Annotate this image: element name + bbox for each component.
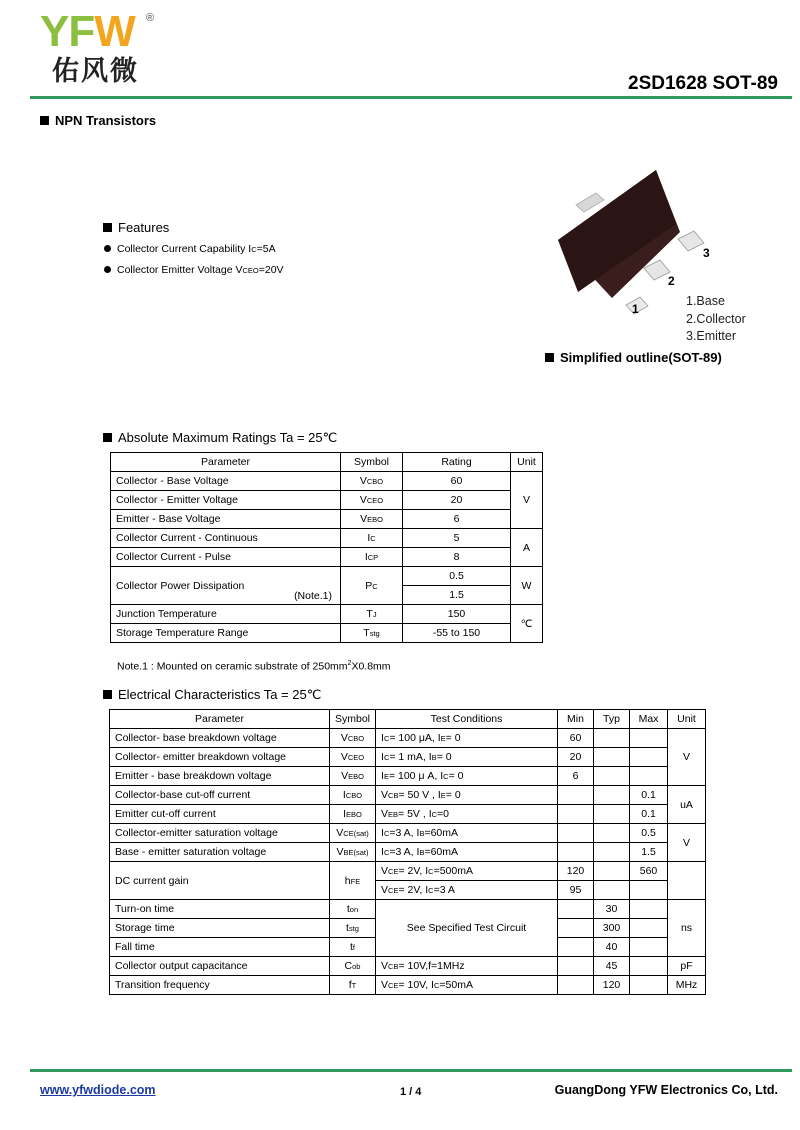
table-row: Emitter - Base Voltage VEBO 6 (111, 510, 543, 529)
package-tab (576, 193, 604, 212)
pin-label: 3.Emitter (686, 329, 737, 343)
table-row: Turn-on time ton See Specified Test Circuit 30 ns (110, 900, 706, 919)
pin-number-1: 1 (632, 302, 639, 316)
table-header-row: Parameter Symbol Test Conditions Min Typ Max Unit (110, 710, 706, 729)
square-bullet-icon (103, 690, 112, 699)
square-bullet-icon (103, 433, 112, 442)
pin-3-lead (678, 231, 704, 251)
table-row: Emitter cut-off current IEBO VEB= 5V , IC=0 0.1 (110, 805, 706, 824)
table-row: VCE= 2V, IC=3 A 95 (110, 881, 706, 900)
square-bullet-icon (40, 116, 49, 125)
table-row: Collector-emitter saturation voltage VCE(sat) IC=3 A, IB=60mA 0.5 V (110, 824, 706, 843)
feature-item: Collector Emitter Voltage VCEO=20V (104, 264, 284, 276)
page-number: 1 / 4 (400, 1086, 422, 1098)
table-row: Junction Temperature TJ 150 ℃ (111, 605, 543, 624)
logo-registered-mark: ® (146, 12, 155, 24)
table-row: Transition frequency fT VCE= 10V, IC=50mA 120 MHz (110, 976, 706, 995)
table-row: DC current gain hFE VCE= 2V, IC=500mA 120 560 (110, 862, 706, 881)
table-row: Collector - Emitter Voltage VCEO 20 (111, 491, 543, 510)
table-header-row (111, 453, 543, 472)
table-row: Fall time tf 40 (110, 938, 706, 957)
bullet-icon (104, 266, 111, 273)
elec-table (109, 709, 706, 995)
table-row: Collector Current - Pulse ICP 8 (111, 548, 543, 567)
part-title: 2SD1628 SOT-89 (628, 73, 778, 94)
note-ref: (Note.1) (294, 590, 332, 602)
table-row: Collector-base cut-off current ICBO VCB= 50 V , IE= 0 0.1 uA (110, 786, 706, 805)
website-link[interactable]: www.yfwdiode.com (40, 1083, 156, 1097)
table-row: Collector - Base Voltage VCBO 60 V (111, 472, 543, 491)
pin-list (686, 293, 746, 346)
pin-label: 1.Base (686, 294, 725, 308)
abs-max-title: Absolute Maximum Ratings Ta = 25℃ (103, 430, 337, 446)
header-cell: Unit (511, 453, 543, 472)
table-row: Collector- emitter breakdown voltage VCEO IC= 1 mA, IB= 0 20 (110, 748, 706, 767)
table-row: Collector Power Dissipation (Note.1) PC 0.5 W (111, 567, 543, 586)
bullet-icon (104, 245, 111, 252)
elec-title: Electrical Characteristics Ta = 25℃ (103, 687, 321, 703)
table-row: Collector Current - Continuous IC 5 A (111, 529, 543, 548)
abs-max-note: Note.1 : Mounted on ceramic substrate of $250mm^2X0.8mm$ (117, 660, 391, 673)
header-cell: Symbol (341, 453, 403, 472)
header-divider (30, 96, 792, 99)
pin-label: 2.Collector (686, 311, 746, 326)
table-row: Storage Temperature Range Tstg -55 to 150 (111, 624, 543, 643)
logo-chinese-name: 佑风微 (52, 56, 139, 87)
features-title: Features (103, 220, 169, 235)
pin-number-3: 3 (703, 246, 710, 260)
section-npn: NPN Transistors (40, 113, 156, 128)
header-cell: Parameter (111, 453, 341, 472)
table-row: Base - emitter saturation voltage VBE(sat) IC=3 A, IB=60mA 1.5 (110, 843, 706, 862)
table-row: Collector output capacitance Cob VCB= 10V,f=1MHz 45 pF (110, 957, 706, 976)
header-cell: Rating (403, 453, 511, 472)
logo-text: YFW (40, 7, 135, 56)
logo-yfw (40, 7, 135, 56)
table-row: Storage time tstg 300 (110, 919, 706, 938)
table-row: Emitter - base breakdown voltage VEBO IE= 100 μ A, IC= 0 6 (110, 767, 706, 786)
table-row: Collector- base breakdown voltage VCBO IC= 100 μA, IE= 0 60 V (110, 729, 706, 748)
abs-max-table (110, 452, 543, 643)
footer-divider (30, 1069, 792, 1072)
feature-item: Collector Current Capability IC=5A (104, 243, 276, 255)
package-caption: Simplified outline(SOT-89) (545, 350, 722, 365)
square-bullet-icon (545, 353, 554, 362)
square-bullet-icon (103, 223, 112, 232)
pin-number-2: 2 (668, 274, 675, 288)
table-row: 1.5 (111, 586, 543, 605)
company-name: GuangDong YFW Electronics Co, Ltd. (554, 1083, 778, 1097)
